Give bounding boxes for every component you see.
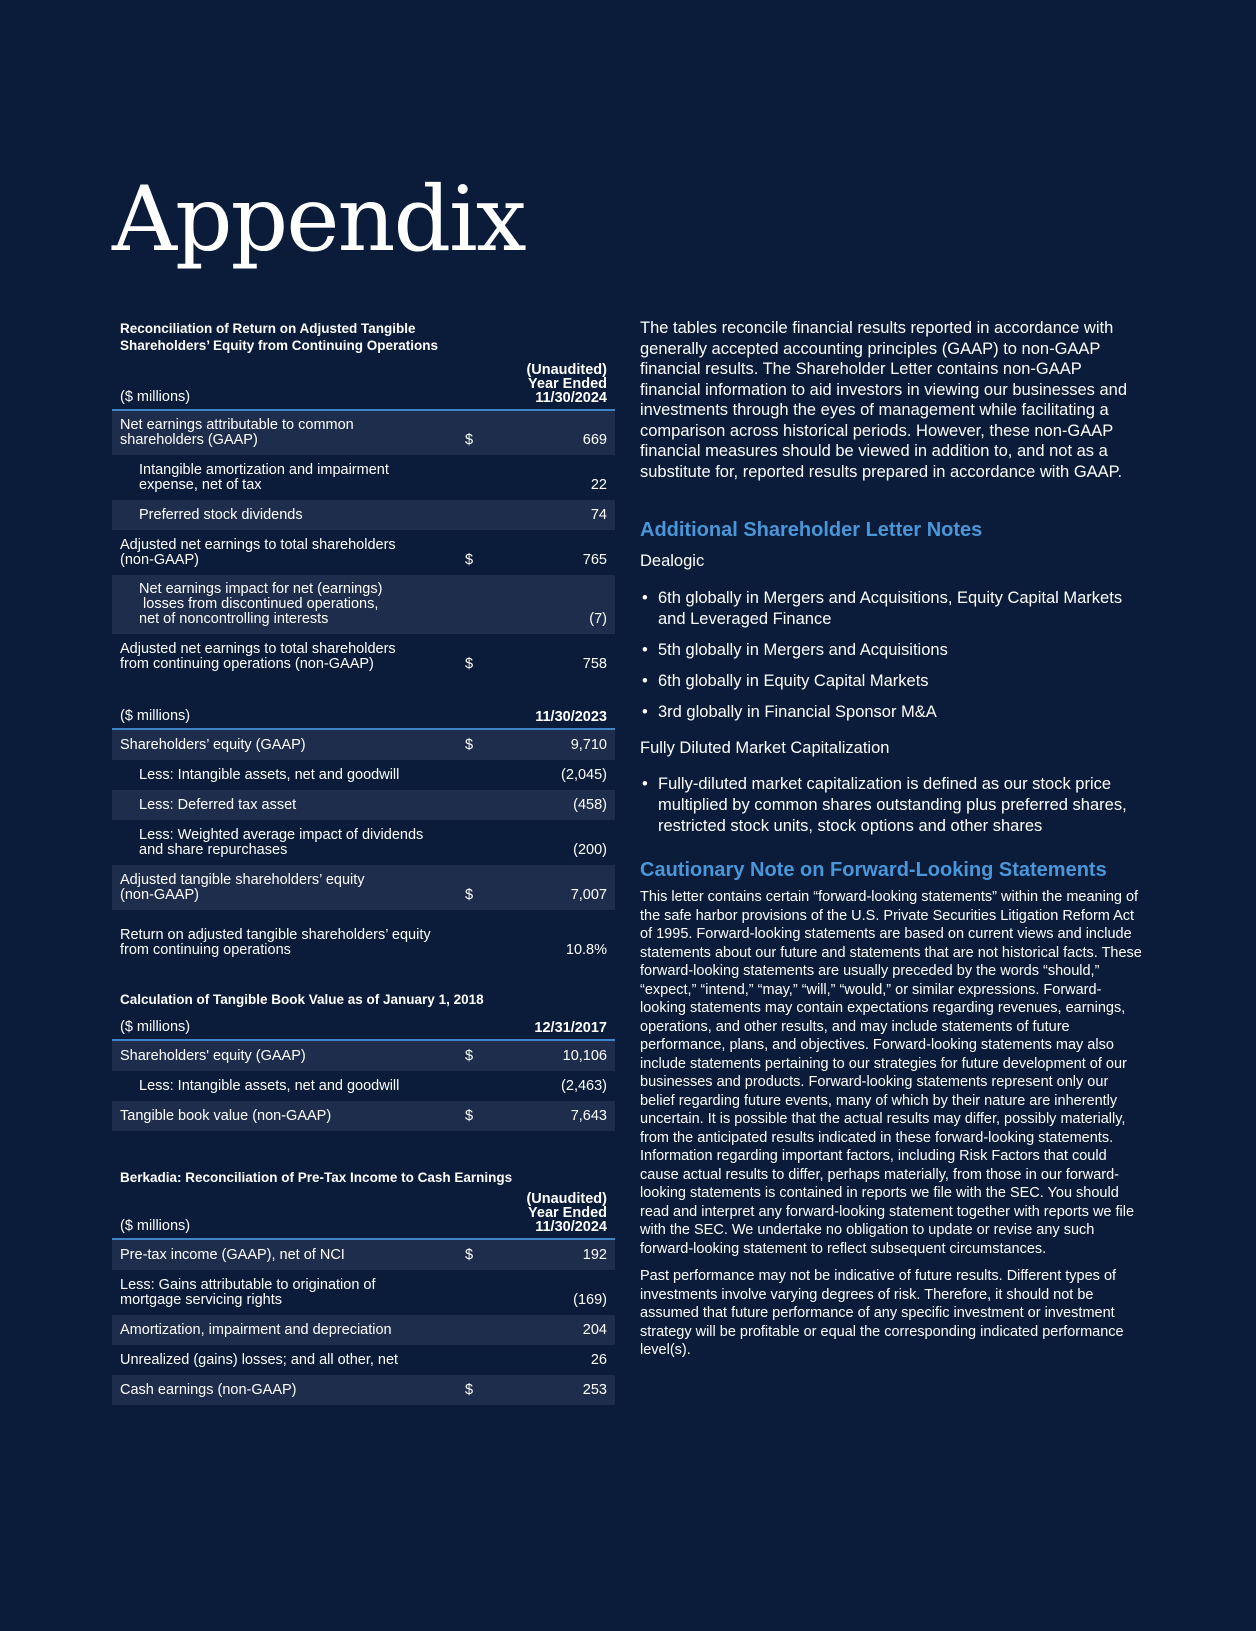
page-title: Appendix [112,167,525,273]
table-row: Preferred stock dividends 74 [112,500,615,530]
list-item: • 5th globally in Mergers and Acquisitions [642,641,948,659]
table1-col-header-2: 11/30/2023 [489,709,615,729]
table3 [112,1192,615,1405]
table1-col-header: (Unaudited) Year Ended 11/30/2024 [489,363,615,410]
notes-heading: Additional Shareholder Letter Notes [640,519,983,541]
table-row: Less: Deferred tax asset (458) [112,790,615,820]
caution-heading: Cautionary Note on Forward-Looking Statements [640,859,1107,881]
table-row: Tangible book value (non-GAAP) $ 7,643 [112,1101,615,1131]
table2-header-row [112,1020,615,1040]
table1-return-row: Return on adjusted tangible shareholders’ equity from continuing operations 10.8% [120,927,607,958]
table-row: Less: Gains attributable to origination of mortgage servicing rights (169) [120,1277,607,1308]
table-row: Adjusted net earnings to total shareholders (non-GAAP) $ 765 [120,537,607,568]
dealogic-list [640,588,1145,723]
list-item: • 6th globally in Mergers and Acquisitions, Equity Capital Markets and Leveraged Finance [642,589,1123,628]
dealogic-label: Dealogic [640,552,705,570]
table-row: Net earnings impact for net (earnings) losses from discontinued operations, net of noncontrolling interests (7) [112,575,615,634]
caution-paragraph-1: This letter contains certain “forward-looking statements” within the meaning of the safe harbor provisions of the U.S. Private Securities Litigation Reform Act of 1995. Forward-looking statements are based on current views and include statements about our future and statements that are not historical facts. These forward-looking statements are usually preceded by the words “should,” “expect,” “intend,” “may,” “will,” “would,” or similar expressions. Forward-looking statements may contain expectations regarding revenues, earnings, operations, and other results, and may include statements of future performance, plans, and objectives. Forward-looking statements may also include statements pertaining to our strategies for future development of our businesses and products. Forward-looking statements represent only our belief regarding future events, many of which by their nature are inherently uncertain. It is possible that the actual results may differ, possibly materially, from the anticipated results indicated in these forward-looking statements. Information regarding important factors, including Risk Factors that could cause actual results to differ, perhaps materially, from those in our forward-looking statements is contained in reports we file with the SEC. You should read and interpret any forward-looking statement together with reports we file with the SEC. We undertake no obligation to update or revise any such forward-looking statement to reflect subsequent circumstances. [640,889,1142,1257]
table2 [112,1020,615,1131]
table-row: Cash earnings (non-GAAP) $ 253 [112,1375,615,1405]
list-item: • Fully-diluted market capitalization is defined as our stock price multiplied by common shares outstanding plus preferred shares, restricted stock units, stock options and other shares [642,775,1127,835]
table2-unit: ($ millions) [112,1020,449,1040]
table-row: Net earnings attributable to common shareholders (GAAP) $ 669 [112,410,615,455]
table1-header-row [112,363,615,410]
right-column [640,318,1145,1360]
table3-header-row [112,1192,615,1239]
table-row: Pre-tax income (GAAP), net of NCI $ 192 [112,1239,615,1270]
table1-header-row-2 [112,709,615,729]
list-item: • 3rd globally in Financial Sponsor M&A [642,703,937,721]
left-column [112,320,615,1405]
table3-col-header: (Unaudited) Year Ended 11/30/2024 [489,1192,615,1239]
table-row: Unrealized (gains) losses; and all other, net 26 [120,1352,607,1368]
table2-title: Calculation of Tangible Book Value as of January 1, 2018 [120,992,484,1007]
table-row: Less: Intangible assets, net and goodwill (2,045) [139,767,607,783]
table1-unit-2: ($ millions) [112,709,449,729]
caution-paragraph-2: Past performance may not be indicative of future results. Different types of investments involve varying degrees of risk. Therefore, it should not be assumed that future performance of any specific investment or investment strategy will be profitable or equal the corresponding indicated performance level(s). [640,1268,1124,1358]
table-row: Intangible amortization and impairment expense, net of tax 22 [139,462,607,493]
table-row: Less: Intangible assets, net and goodwill (2,463) [139,1078,607,1094]
table-row: Amortization, impairment and depreciation 204 [112,1315,615,1345]
table3-title: Berkadia: Reconciliation of Pre-Tax Income to Cash Earnings [120,1170,513,1185]
list-item: • 6th globally in Equity Capital Markets [642,672,929,690]
table-row: Less: Weighted average impact of dividends and share repurchases (200) [139,827,607,858]
fdmc-label: Fully Diluted Market Capitalization [640,739,890,757]
table-row: Adjusted tangible shareholders’ equity (non-GAAP) $ 7,007 [112,865,615,910]
table-row: Adjusted net earnings to total shareholders from continuing operations (non-GAAP) $ 758 [120,641,607,672]
table2-col-header: 12/31/2017 [489,1020,615,1040]
table-row: Shareholders' equity (GAAP) $ 10,106 [112,1040,615,1071]
table1 [112,363,615,965]
table-row: Shareholders’ equity (GAAP) $ 9,710 [112,729,615,760]
table1-unit: ($ millions) [112,363,449,410]
fdmc-list [640,774,1145,837]
intro-paragraph: The tables reconcile financial results reported in accordance with generally accepted accounting principles (GAAP) to non-GAAP financial results. The Shareholder Letter contains non-GAAP financial information to aid investors in viewing our businesses and investments through the eyes of management while facilitating a comparison across historical periods. However, these non-GAAP financial measures should be viewed in addition to, and not as a substitute for, reported results prepared in accordance with GAAP. [640,319,1128,481]
table3-unit: ($ millions) [112,1192,449,1239]
table1-title: Reconciliation of Return on Adjusted Tangible Shareholders’ Equity from Continuing Operations [120,321,439,353]
